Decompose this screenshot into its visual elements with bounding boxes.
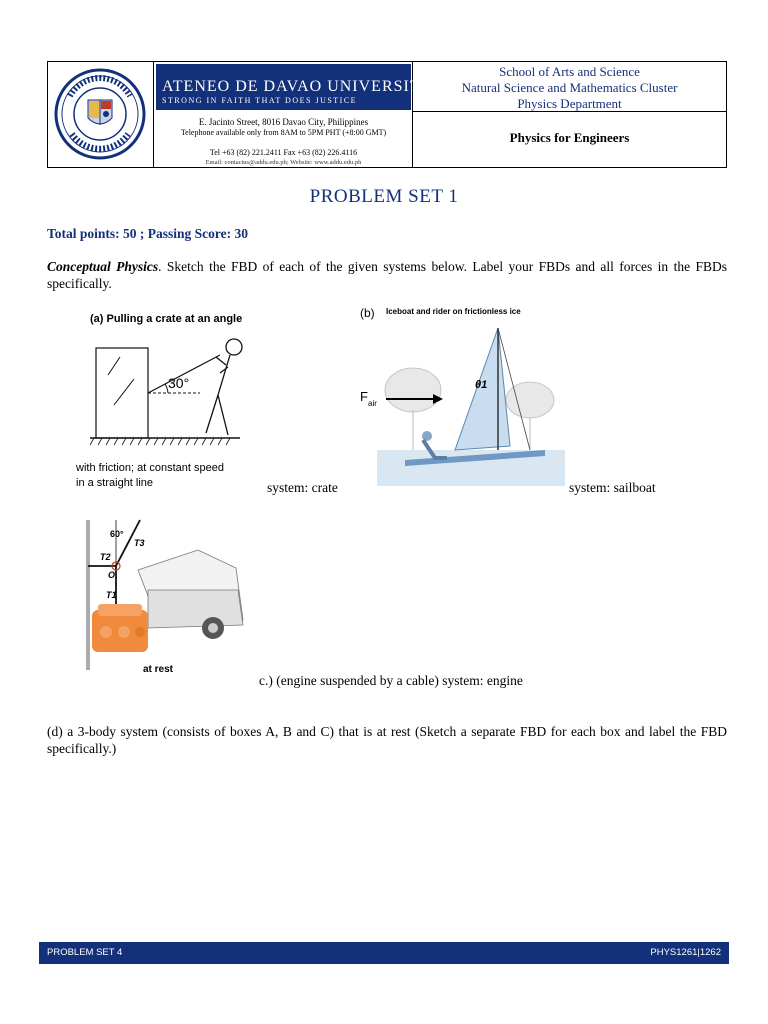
engine <box>92 604 148 652</box>
telephone-note: Telephone available only from 8AM to 5PM PHT (+8:00 GMT) <box>180 128 387 137</box>
figure-a-angle: 30° <box>168 375 190 391</box>
crate <box>96 348 148 438</box>
department-name: Physics Department <box>517 96 622 111</box>
figure-c-t1: T1 <box>106 590 117 600</box>
page-title: PROBLEM SET 1 <box>309 186 459 207</box>
cluster-name: Natural Science and Mathematics Cluster <box>461 80 678 95</box>
wall <box>86 520 90 670</box>
rider <box>422 431 432 441</box>
footer-right: PHYS1261|1262 <box>650 947 721 958</box>
ground-hatch <box>90 438 230 445</box>
email-website: Email: contactus@addu.edu.ph; Website: www.addu.edu.ph <box>205 159 362 166</box>
school-cell <box>413 62 726 112</box>
figure-a-note-1: with friction; at constant speed <box>76 462 224 474</box>
school-name: School of Arts and Science <box>499 64 640 79</box>
figure-c-t2: T2 <box>100 552 111 562</box>
figure-b-iceboat <box>355 300 565 492</box>
address: E. Jacinto Street, 8016 Davao City, Philippines <box>198 117 369 127</box>
university-motto: STRONG IN FAITH THAT DOES JUSTICE <box>162 96 358 105</box>
person-head <box>226 339 242 355</box>
course-cell <box>413 112 726 167</box>
system-sailboat: system: sailboat <box>569 480 656 495</box>
figure-a-caption: (a) Pulling a crate at an angle <box>90 313 243 325</box>
figure-b-force-sub: air <box>368 399 377 408</box>
footer-bar <box>39 942 729 964</box>
letterhead-table <box>47 61 727 168</box>
person-body <box>206 355 230 435</box>
figure-c-engine <box>78 510 248 682</box>
system-crate: system: crate <box>267 480 338 495</box>
figure-c-t3: T3 <box>134 538 145 548</box>
figure-c-note: at rest <box>143 664 174 675</box>
footer-left: PROBLEM SET 4 <box>47 947 123 958</box>
university-seal-icon <box>48 62 152 166</box>
university-banner <box>156 64 434 110</box>
points-line: Total points: 50 ; Passing Score: 30 <box>47 226 249 241</box>
figure-a-crate <box>70 305 260 495</box>
instructions <box>47 258 727 292</box>
seal-cell <box>48 62 154 167</box>
instructions-text: . Sketch the FBD of each of the given systems below. Label your FBDs and all forces in the FBDs specifically. <box>47 259 727 291</box>
instructions-lead: Conceptual Physics <box>47 259 159 274</box>
figure-a-note-2: in a straight line <box>76 477 154 489</box>
system-engine: c.) (engine suspended by a cable) system: engine <box>259 673 523 688</box>
figure-c-point: O <box>108 570 116 580</box>
course-title: Physics for Engineers <box>509 130 630 145</box>
university-cell <box>154 62 434 167</box>
tel-fax: Tel +63 (82) 221.2411 Fax +63 (82) 226.4116 <box>209 148 358 157</box>
part-d-text: (d) a 3-body system (consists of boxes A, B and C) that is at rest (Sketch a separate FBD for each box and label the FBD specifically.) <box>47 724 727 756</box>
figure-b-force: F <box>360 389 368 404</box>
university-name: ATENEO DE DAVAO UNIVERSITY <box>162 78 434 95</box>
figure-b-angle: θ1 <box>475 379 488 391</box>
figure-b-label: (b) <box>360 306 375 320</box>
figure-c-angle: 60° <box>110 529 124 539</box>
figure-b-caption: Iceboat and rider on frictionless ice <box>386 307 521 316</box>
